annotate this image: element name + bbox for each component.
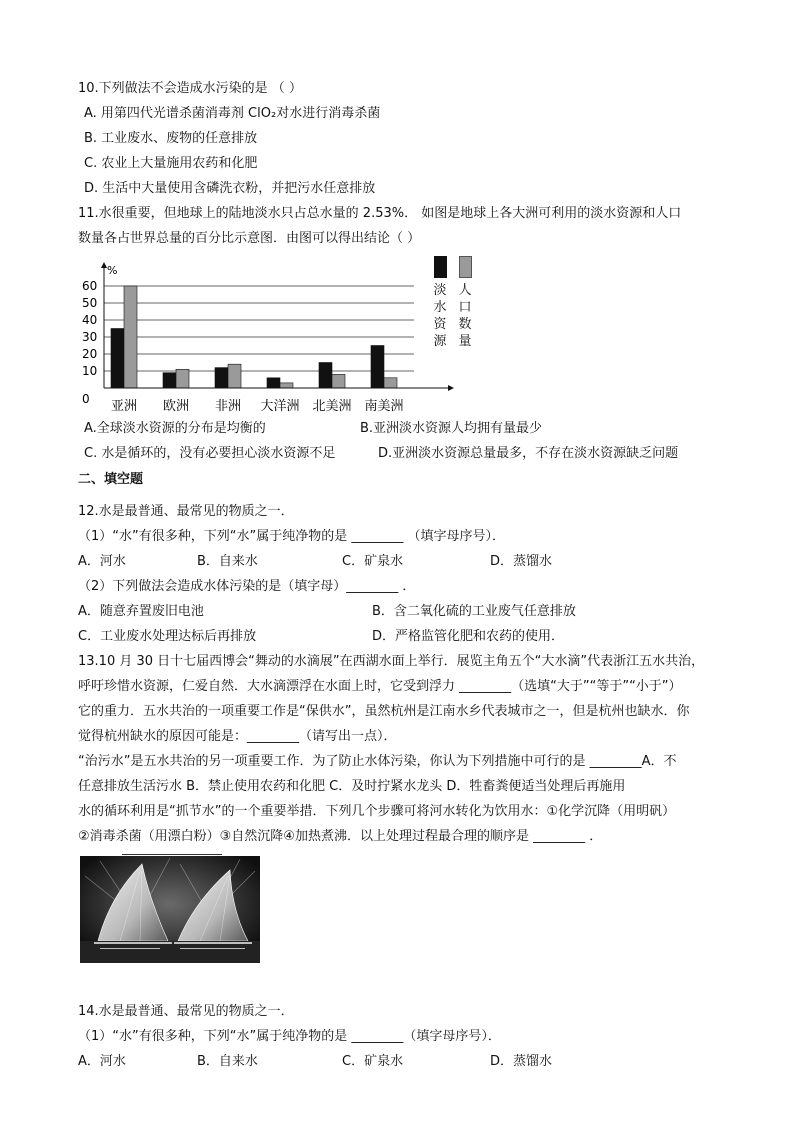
legend-swatch-freshwater	[434, 256, 447, 278]
q10-option-a: A. 用第四代光谱杀菌消毒剂 ClO₂对水进行消毒杀菌	[84, 106, 381, 121]
bar-freshwater-2	[215, 368, 228, 388]
q12-sub2-option-b: B．含二氧化硫的工业废气任意排放	[372, 604, 576, 619]
chart-y-tick-labels	[82, 279, 97, 406]
q13-line-8: ②消毒杀菌（用漂白粉）③自然沉降④加热煮沸．以上处理过程最合理的顺序是 ________ ．	[78, 829, 603, 844]
y-tick-label: 60	[82, 279, 98, 293]
bar-freshwater-0	[111, 329, 124, 389]
x-category-label: 非洲	[214, 399, 242, 414]
legend-freshwater	[432, 256, 448, 350]
legend-population	[457, 256, 473, 350]
x-category-label: 亚洲	[110, 399, 138, 414]
q11-option-a: A.全球淡水资源的分布是均衡的	[84, 421, 266, 436]
y-tick-label: 20	[82, 347, 98, 361]
q10-option-c: C. 农业上大量施用农药和化肥	[84, 156, 258, 171]
photo-caption-rule	[122, 854, 222, 855]
bar-population-1	[176, 369, 189, 388]
q12-sub1-option-b: B．自来水	[197, 554, 258, 569]
legend-label-population: 人 口 数 量	[458, 283, 472, 349]
q11-option-d: D.亚洲淡水资源总量最多，不存在淡水资源缺乏问题	[378, 446, 679, 461]
x-axis-arrow	[448, 385, 454, 391]
y-tick-label: 0	[82, 392, 90, 406]
x-category-label: 北美洲	[312, 399, 352, 414]
q12-sub1-option-a: A．河水	[78, 554, 126, 569]
chart-y-axis-label: %	[107, 264, 118, 277]
legend-swatch-population	[459, 256, 472, 278]
bar-freshwater-3	[267, 378, 280, 388]
q12-sub1-option-d: D．蒸馏水	[490, 554, 553, 569]
bar-population-3	[280, 383, 293, 388]
q14-sub1-option-c: C．矿泉水	[342, 1054, 404, 1069]
bar-population-5	[384, 378, 397, 388]
q12-sub1-option-c: C．矿泉水	[342, 554, 404, 569]
chart-axes	[101, 262, 454, 391]
q11-option-b: B.亚洲淡水资源人均拥有量最少	[360, 421, 543, 436]
x-category-label: 大洋洲	[260, 399, 300, 414]
y-tick-label: 10	[82, 364, 98, 378]
q14-sub1-option-d: D．蒸馏水	[490, 1054, 553, 1069]
bar-freshwater-5	[371, 346, 384, 389]
x-category-label: 欧洲	[162, 399, 190, 414]
q14-sub1: （1）“水”有很多种，下列“水”属于纯净物的是 ________（填字母序号）．	[78, 1029, 501, 1044]
q12-stem: 12.水是最普通、最常见的物质之一．	[78, 504, 294, 519]
q10-option-d: D. 生活中大量使用含磷洗衣粉，并把污水任意排放	[84, 181, 376, 196]
bar-freshwater-4	[319, 363, 332, 389]
photo-illustration	[80, 856, 260, 963]
q13-line-6: 任意排放生活污水 B．禁止使用农药和化肥 C．及时拧紧水龙头 D．牲畜粪便适当处理后再施用	[78, 779, 626, 794]
q13-line-4: 觉得杭州缺水的原因可能是：________（请写出一点）．	[78, 729, 397, 744]
q11-stem-line1: 11.水很重要，但地球上的陆地淡水只占总水量的 2.53%． 如图是地球上各大洲可利用的淡水资源和人口	[78, 206, 682, 221]
q13-line-3: 它的重力．五水共治的一项重要工作是“保供水”，虽然杭州是江南水乡代表城市之一，但是杭州也缺水．你	[78, 704, 690, 719]
q11-stem-line2: 数量各占世界总量的百分比示意图．由图可以得出结论（ ）	[78, 231, 421, 246]
q12-sub2-option-c: C．工业废水处理达标后再排放	[78, 629, 257, 644]
q12-sub2-option-a: A．随意弃置废旧电池	[78, 604, 204, 619]
q12-sub1: （1）“水”有很多种，下列“水”属于纯净物的是 ________ （填字母序号）．	[78, 529, 505, 544]
q13-line-7: 水的循环利用是“抓节水”的一个重要举措．下列几个步骤可将河水转化为饮用水：①化学沉降（用明矾）	[78, 804, 676, 819]
q13-line-1: 13.10 月 30 日十七届西博会“舞动的水滴展”在西湖水面上举行．展览主角五个“大水滴”代表浙江五水共治，	[78, 654, 705, 669]
chart-grid	[104, 286, 414, 371]
y-tick-label: 50	[82, 296, 98, 310]
chart-category-labels	[111, 398, 404, 414]
q12-sub2: （2）下列做法会造成水体污染的是（填字母）________ ．	[78, 579, 416, 594]
q14-sub1-option-b: B．自来水	[197, 1054, 258, 1069]
y-tick-label: 30	[82, 330, 98, 344]
q12-sub2-option-d: D．严格监管化肥和农药的使用．	[372, 629, 565, 644]
section-title-fill-in: 二、填空题	[78, 472, 144, 487]
q14-stem: 14.水是最普通、最常见的物质之一．	[78, 1004, 294, 1019]
q10-stem: 10.下列做法不会造成水污染的是 （ ）	[78, 81, 302, 96]
bar-population-4	[332, 374, 345, 388]
bar-population-0	[124, 286, 137, 388]
q13-line-5: “治污水”是五水共治的另一项重要工作．为了防止水体污染，你认为下列措施中可行的是 ________A．不	[78, 754, 677, 769]
y-tick-label: 40	[82, 313, 98, 327]
q10-option-b: B. 工业废水、废物的任意排放	[84, 131, 258, 146]
water-drop-sculpture-photo	[80, 856, 260, 963]
bar-population-2	[228, 364, 241, 388]
legend-label-freshwater: 淡 水 资 源	[433, 283, 447, 349]
q14-sub1-option-a: A．河水	[78, 1054, 126, 1069]
q11-option-c: C. 水是循环的，没有必要担心淡水资源不足	[84, 446, 336, 461]
q13-line-2: 呼吁珍惜水资源，仁爱自然．大水滴漂浮在水面上时，它受到浮力 ________（选填“大于”“等于”“小于”）	[78, 679, 682, 694]
bar-freshwater-1	[163, 373, 176, 388]
x-category-label: 南美洲	[364, 399, 404, 414]
